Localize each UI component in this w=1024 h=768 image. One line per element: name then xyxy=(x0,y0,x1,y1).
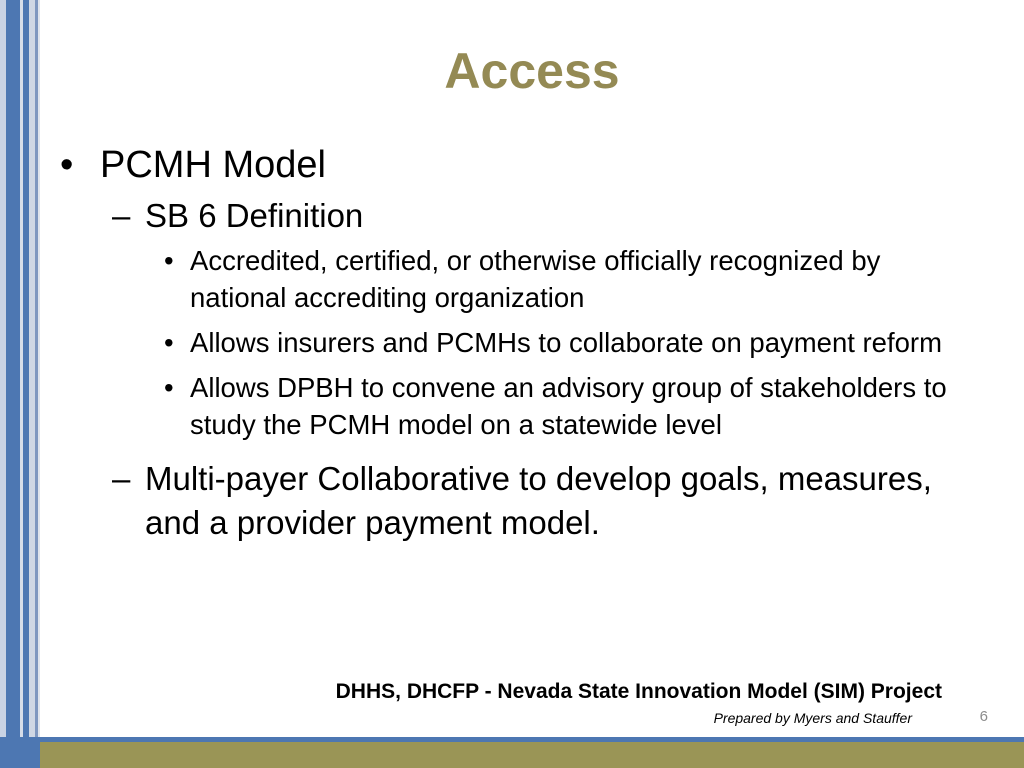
footer-prepared-by: Prepared by Myers and Stauffer xyxy=(713,710,912,726)
footer-title: DHHS, DHCFP - Nevada State Innovation Model (SIM) Project xyxy=(335,680,942,703)
dash-icon: – xyxy=(112,197,131,234)
bullet-icon: • xyxy=(60,144,74,186)
bullet-icon: • xyxy=(164,245,174,276)
bullet-text: PCMH Model xyxy=(100,144,326,186)
bullet-icon: • xyxy=(164,327,174,358)
sub-sub-bullet xyxy=(60,369,980,443)
sub-sub-bullet xyxy=(60,242,980,316)
sub-bullet xyxy=(60,196,980,236)
sub-sub-bullet-text: Allows insurers and PCMHs to collaborate on payment reform xyxy=(190,327,942,358)
sub-sub-bullet xyxy=(60,324,980,361)
sub-sub-bullet-text: Accredited, certified, or otherwise officially recognized by national accrediting organization xyxy=(190,245,881,313)
slide-content xyxy=(60,142,980,551)
page-number: 6 xyxy=(979,708,988,725)
slide-title: Access xyxy=(444,43,620,99)
sub-bullet xyxy=(60,457,980,545)
bullet-icon: • xyxy=(164,372,174,403)
sub-bullet-text: SB 6 Definition xyxy=(145,197,364,234)
sub-bullet-text: Multi-payer Collaborative to develop goals, measures, and a provider payment model. xyxy=(145,460,932,541)
bullet-level1 xyxy=(60,142,980,188)
sub-sub-bullet-text: Allows DPBH to convene an advisory group of stakeholders to study the PCMH model on a statewide level xyxy=(190,372,947,440)
dash-icon: – xyxy=(112,460,131,497)
